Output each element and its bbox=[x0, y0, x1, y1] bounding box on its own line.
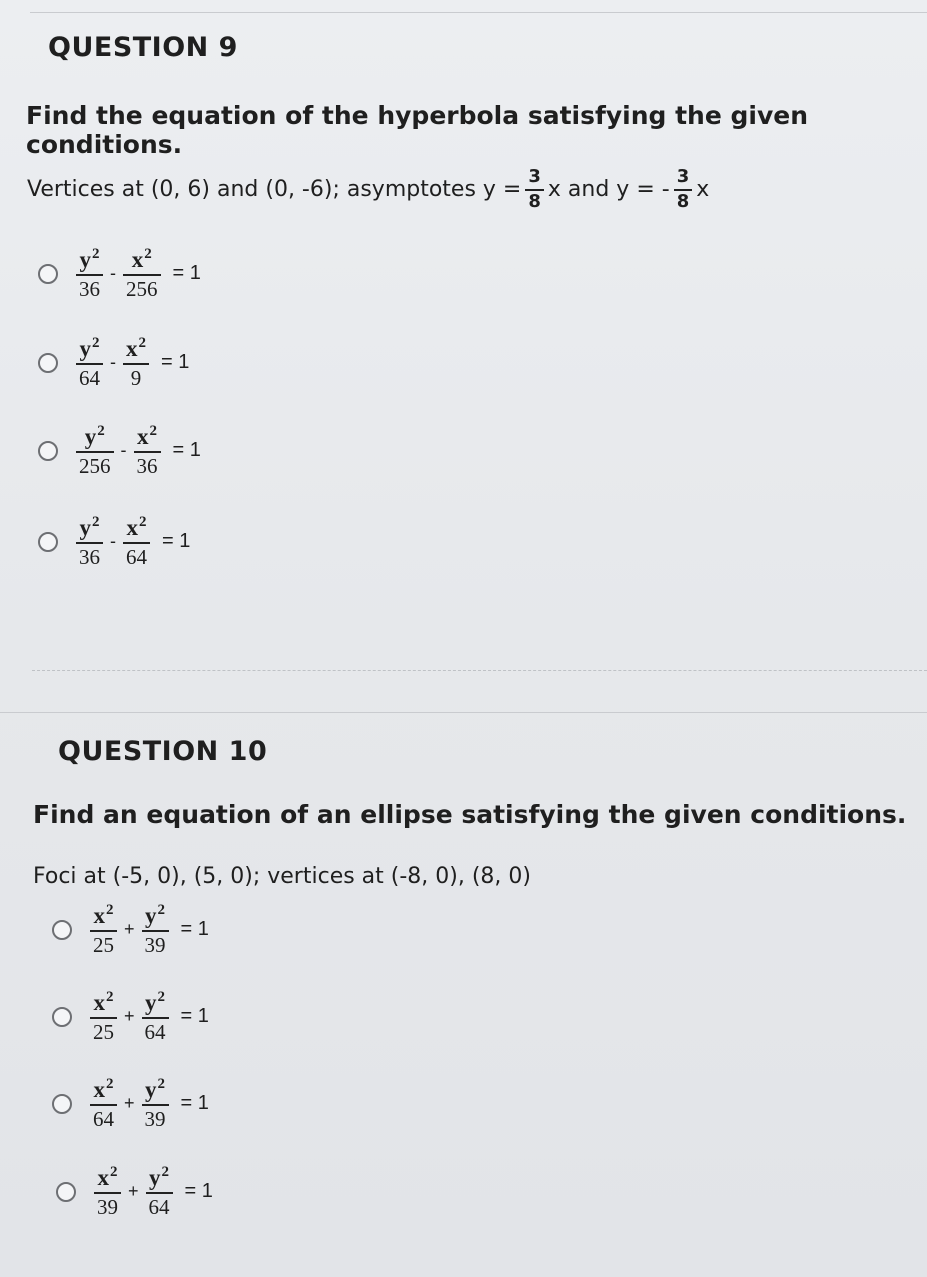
variable: x bbox=[93, 990, 105, 1015]
exponent: 2 bbox=[139, 514, 147, 530]
q9-option-3[interactable] bbox=[38, 424, 201, 477]
denominator: 64 bbox=[93, 1107, 114, 1132]
exponent: 2 bbox=[149, 423, 157, 439]
fraction-bar bbox=[76, 542, 103, 544]
exponent: 2 bbox=[138, 335, 146, 351]
fraction-bar bbox=[94, 1192, 121, 1194]
radio-button[interactable] bbox=[52, 1094, 72, 1114]
fraction-denominator: 8 bbox=[676, 190, 690, 212]
exponent: 2 bbox=[92, 514, 100, 530]
asymptote-slope-fraction bbox=[674, 168, 693, 212]
fraction-bar bbox=[90, 930, 117, 932]
fraction-bar bbox=[142, 930, 169, 932]
fraction-bar bbox=[90, 1104, 117, 1106]
fraction-bar bbox=[123, 363, 149, 365]
fraction bbox=[94, 1165, 121, 1218]
question-9-prompt: Find the equation of the hyperbola satisfying the given conditions. bbox=[26, 101, 809, 159]
variable: y bbox=[145, 1077, 157, 1102]
fraction bbox=[90, 903, 117, 956]
question-10-conditions: Foci at (-5, 0), (5, 0); vertices at (-8, 0), (8, 0) bbox=[33, 864, 531, 889]
fraction-bar bbox=[142, 1104, 169, 1106]
conditions-suffix: x bbox=[696, 177, 710, 203]
exponent: 2 bbox=[106, 1076, 114, 1092]
exponent: 2 bbox=[157, 902, 166, 918]
fraction-bar bbox=[76, 451, 114, 453]
denominator: 256 bbox=[126, 277, 158, 302]
exponent: 2 bbox=[161, 1164, 170, 1180]
variable: y bbox=[145, 990, 157, 1015]
operator: + bbox=[124, 1006, 135, 1027]
fraction-bar bbox=[123, 274, 161, 276]
denominator: 39 bbox=[97, 1195, 118, 1220]
exponent: 2 bbox=[106, 989, 114, 1005]
fraction-bar bbox=[142, 1017, 169, 1019]
exponent: 2 bbox=[144, 246, 152, 262]
fraction bbox=[90, 990, 117, 1043]
radio-button[interactable] bbox=[38, 532, 58, 552]
fraction bbox=[76, 515, 103, 568]
operator: - bbox=[110, 263, 116, 284]
radio-button[interactable] bbox=[52, 1007, 72, 1027]
radio-button[interactable] bbox=[38, 441, 58, 461]
radio-button[interactable] bbox=[38, 264, 58, 284]
variable: x bbox=[137, 424, 149, 449]
denominator: 36 bbox=[79, 277, 100, 302]
fraction-bar bbox=[76, 363, 103, 365]
equals-one: = 1 bbox=[172, 262, 201, 285]
denominator: 256 bbox=[79, 454, 111, 479]
variable: x bbox=[93, 903, 105, 928]
equals-one: = 1 bbox=[180, 1005, 209, 1028]
question-divider bbox=[0, 712, 927, 713]
radio-button[interactable] bbox=[56, 1182, 76, 1202]
fraction bbox=[76, 247, 103, 300]
operator: - bbox=[110, 352, 116, 373]
exponent: 2 bbox=[157, 989, 166, 1005]
fraction-bar bbox=[134, 451, 161, 453]
radio-button[interactable] bbox=[52, 920, 72, 940]
fraction bbox=[76, 424, 114, 477]
variable: x bbox=[131, 247, 144, 272]
fraction bbox=[142, 990, 169, 1043]
denominator: 64 bbox=[79, 366, 100, 391]
operator: - bbox=[120, 440, 127, 461]
denominator: 25 bbox=[93, 1020, 114, 1045]
variable: x bbox=[97, 1165, 109, 1190]
exponent: 2 bbox=[110, 1164, 118, 1180]
exponent: 2 bbox=[97, 423, 105, 439]
variable: x bbox=[126, 515, 138, 540]
denominator: 36 bbox=[79, 545, 100, 570]
q10-option-2[interactable] bbox=[52, 990, 209, 1043]
q9-option-1[interactable] bbox=[38, 247, 201, 300]
exponent: 2 bbox=[92, 335, 100, 351]
variable: y bbox=[84, 424, 97, 449]
equals-one: = 1 bbox=[184, 1180, 213, 1203]
fraction-bar bbox=[146, 1192, 173, 1194]
radio-button[interactable] bbox=[38, 353, 58, 373]
operator: + bbox=[128, 1181, 139, 1202]
fraction-denominator: 8 bbox=[528, 190, 541, 212]
fraction-bar bbox=[76, 274, 103, 276]
equals-one: = 1 bbox=[180, 918, 209, 941]
q10-option-1[interactable] bbox=[52, 903, 209, 956]
denominator: 9 bbox=[130, 366, 142, 391]
equals-one: = 1 bbox=[161, 351, 190, 374]
variable: x bbox=[93, 1077, 105, 1102]
asymptote-slope-fraction bbox=[525, 168, 544, 212]
fraction-bar bbox=[90, 1017, 117, 1019]
variable: y bbox=[149, 1165, 161, 1190]
fraction-numerator: 3 bbox=[528, 166, 541, 187]
fraction bbox=[142, 1077, 169, 1130]
fraction bbox=[146, 1165, 173, 1218]
conditions-prefix: Vertices at (0, 6) and (0, -6); asymptotes y = bbox=[27, 177, 522, 203]
question-divider bbox=[32, 670, 927, 671]
q9-option-4[interactable] bbox=[38, 515, 190, 568]
denominator: 25 bbox=[93, 933, 114, 958]
variable: x bbox=[126, 336, 138, 361]
exponent: 2 bbox=[106, 902, 114, 918]
variable: y bbox=[79, 515, 91, 540]
fraction bbox=[123, 515, 150, 568]
denominator: 64 bbox=[148, 1195, 170, 1220]
denominator: 39 bbox=[144, 1107, 166, 1132]
operator: - bbox=[110, 531, 116, 552]
fraction-numerator: 3 bbox=[676, 166, 690, 187]
fraction bbox=[142, 903, 169, 956]
q10-option-4[interactable] bbox=[56, 1165, 213, 1218]
operator: + bbox=[124, 919, 135, 940]
operator: + bbox=[124, 1093, 135, 1114]
equals-one: = 1 bbox=[162, 530, 191, 553]
fraction bbox=[90, 1077, 117, 1130]
question-9-conditions bbox=[27, 168, 709, 212]
denominator: 36 bbox=[136, 454, 158, 479]
equals-one: = 1 bbox=[172, 439, 201, 462]
q9-option-2[interactable] bbox=[38, 336, 189, 389]
denominator: 64 bbox=[126, 545, 147, 570]
equals-one: = 1 bbox=[180, 1092, 209, 1115]
variable: y bbox=[79, 247, 91, 272]
fraction bbox=[134, 424, 161, 477]
denominator: 39 bbox=[144, 933, 166, 958]
question-10-title: QUESTION 10 bbox=[58, 736, 268, 767]
fraction bbox=[123, 336, 149, 389]
variable: y bbox=[79, 336, 91, 361]
exponent: 2 bbox=[157, 1076, 166, 1092]
fraction-bar bbox=[123, 542, 150, 544]
question-9-title: QUESTION 9 bbox=[48, 32, 238, 63]
fraction bbox=[76, 336, 103, 389]
conditions-middle: x and y = - bbox=[547, 177, 670, 203]
denominator: 64 bbox=[144, 1020, 166, 1045]
variable: y bbox=[145, 903, 157, 928]
question-10-prompt: Find an equation of an ellipse satisfying the given conditions. bbox=[33, 800, 907, 829]
exponent: 2 bbox=[92, 246, 100, 262]
fraction bbox=[123, 247, 161, 300]
top-divider bbox=[30, 12, 927, 13]
q10-option-3[interactable] bbox=[52, 1077, 209, 1130]
